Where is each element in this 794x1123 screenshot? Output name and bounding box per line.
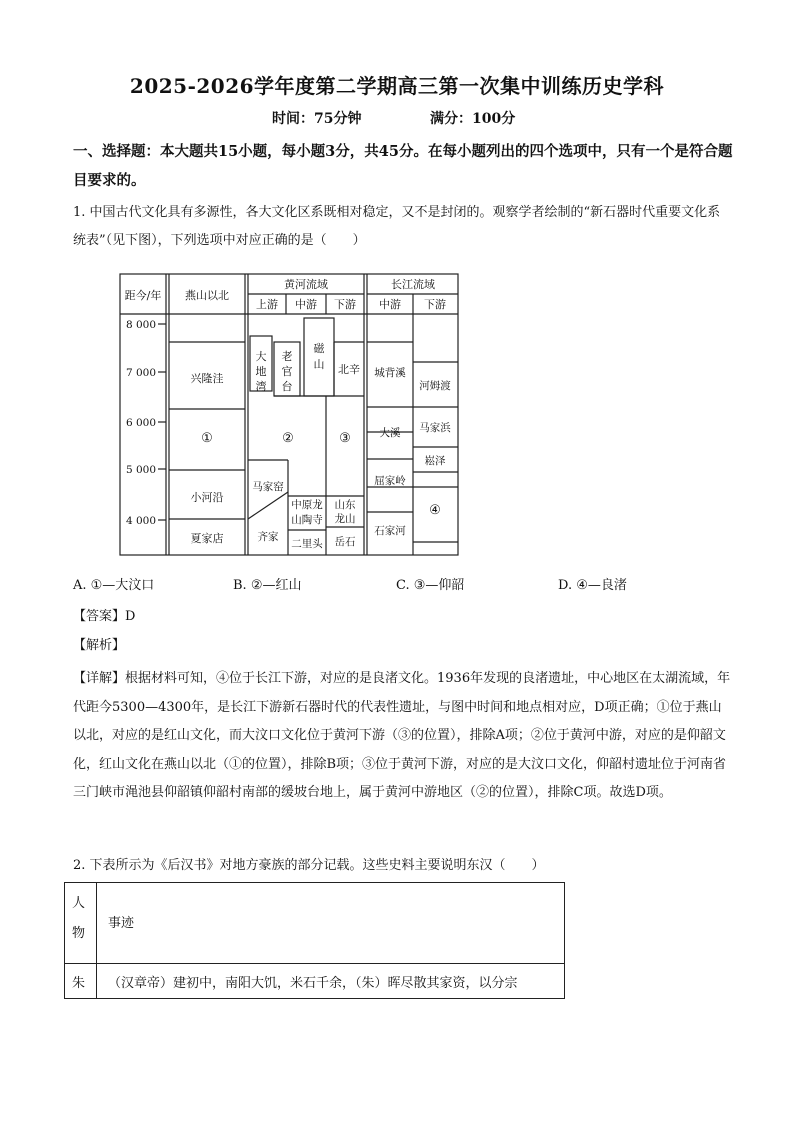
fig-cell-xinglongwa: 兴隆洼 <box>190 372 224 385</box>
table-row-deed: （汉章帝）建初中，南阳大饥，米石千余，（朱）晖尽散其家资，以分宗 <box>96 963 565 999</box>
analysis-label: 【解析】 <box>73 638 126 653</box>
table-header-person-text: 人物 <box>72 896 86 941</box>
fig-cell-erlitou: 二里头 <box>291 538 323 550</box>
question-1-stem: 1. 中国古代文化具有多源性，各大文化区系既相对稳定，又不是封闭的。观察学者绘制的“新石器时代重要文化系统表”（见下图），下列选项中对应正确的是（ ） <box>73 205 721 248</box>
fig-cell-xiajiadian: 夏家店 <box>190 532 224 545</box>
fig-cell-dadiwan-2: 地 <box>255 365 267 378</box>
fig-cell-majiayao: 马家窑 <box>252 481 284 493</box>
fig-cell-shandong-2: 龙山 <box>334 513 356 525</box>
fig-col-year: 距今/年 <box>124 289 162 302</box>
fig-cell-laoguantai-1: 老 <box>281 350 293 363</box>
fig-year-label: 5 000 <box>125 464 156 476</box>
fig-cell-xiaoheyan: 小河沿 <box>190 491 224 504</box>
option-a[interactable]: A. ①—大汶口 <box>73 578 155 593</box>
fig-cell-shandong-1: 山东 <box>334 499 356 511</box>
question-1-options <box>73 574 733 600</box>
culture-system-figure <box>118 272 460 557</box>
fig-sub-zhongyou: 中游 <box>295 298 317 311</box>
question-1-answer: 【答案】D <box>73 609 136 624</box>
fig-cell-qijia: 齐家 <box>257 531 279 543</box>
fig-sub-xiayou: 下游 <box>334 298 356 311</box>
fig-sub-cj-xiayou: 下游 <box>424 298 446 311</box>
fig-year-label: 6 000 <box>125 417 156 429</box>
fig-cell-cishan-1: 磁 <box>313 342 325 355</box>
fig-cell-daxi: 大溪 <box>379 427 401 439</box>
exam-score: 满分：100分 <box>430 111 516 127</box>
fig-col-huanghe: 黄河流域 <box>284 278 328 291</box>
fig-cell-hemudu: 河姆渡 <box>419 380 451 392</box>
fig-sub-cj-zhongyou: 中游 <box>379 298 401 311</box>
fig-col-yanshan: 燕山以北 <box>185 289 229 302</box>
analysis-detail: 【详解】根据材料可知，④位于长江下游，对应的是良渚文化。1936年发现的良渚遗址，中心地区在太湖流域，年代距今5300—4300年，是长江下游新石器时代的代表性遗址，与图中时间和地点相对应，D项正确；①位于燕山以北，对应的是红山文化，而大汶口文化位于黄河下游（③的位置），排除A项；②位于黄河中游，对应的是仰韶文化，红山文化在燕山以北（①的位置），排除B项；③位于黄河下游，对应的是大汶口文化，仰韶村遗址位于河南省三门峡市渑池县仰韶镇仰韶村南部的缓坡台地上，属于黄河中游地区（②的位置），排除C项。故选D项。 <box>73 671 731 800</box>
fig-year-label: 4 000 <box>125 515 156 527</box>
option-d[interactable]: D. ④—良渚 <box>558 578 627 593</box>
fig-cell-zhongyuan-1: 中原龙 <box>291 499 323 511</box>
fig-year-label: 7 000 <box>125 367 156 379</box>
table-header-deed: 事迹 <box>96 882 565 964</box>
fig-cell-zhongyuan-2: 山陶寺 <box>291 514 323 526</box>
table-header-person <box>64 882 97 964</box>
fig-cell-dadiwan-1: 大 <box>255 350 267 363</box>
fig-cell-2: ② <box>282 431 294 446</box>
question-2-table <box>64 882 565 999</box>
fig-year-label: 8 000 <box>125 319 156 331</box>
fig-cell-songze: 崧泽 <box>424 455 446 467</box>
fig-cell-yueshi: 岳石 <box>334 536 356 548</box>
exam-time: 时间：75分钟 <box>272 111 362 127</box>
fig-cell-3: ③ <box>339 431 351 446</box>
option-c[interactable]: C. ③—仰韶 <box>396 578 465 593</box>
fig-cell-4: ④ <box>429 503 441 518</box>
fig-cell-1: ① <box>201 431 213 446</box>
fig-cell-beixin: 北辛 <box>338 363 360 376</box>
option-b[interactable]: B. ②—红山 <box>233 578 302 593</box>
fig-cell-shijiahe: 石家河 <box>374 525 406 537</box>
question-2-stem: 2. 下表所示为《后汉书》对地方豪族的部分记载。这些史料主要说明东汉（ ） <box>73 858 545 873</box>
fig-cell-dadiwan-3: 湾 <box>255 380 267 393</box>
fig-cell-cishan-2: 山 <box>313 358 325 371</box>
page-title: 2025-2026学年度第二学期高三第一次集中训练历史学科 <box>129 74 665 98</box>
table-row-person: 朱 <box>64 963 97 999</box>
fig-cell-majiabang: 马家浜 <box>419 422 451 434</box>
section-heading: 一、选择题：本大题共15小题，每小题3分，共45分。在每小题列出的四个选项中，只有一个是符合题目要求的。 <box>73 143 733 189</box>
fig-cell-chengbeixi: 城背溪 <box>374 367 406 379</box>
fig-col-changjiang: 长江流域 <box>391 278 435 291</box>
fig-cell-qujialing: 屈家岭 <box>374 475 406 487</box>
fig-cell-laoguantai-3: 台 <box>281 380 293 393</box>
fig-cell-laoguantai-2: 官 <box>281 365 293 378</box>
fig-sub-shangyou: 上游 <box>256 298 278 311</box>
